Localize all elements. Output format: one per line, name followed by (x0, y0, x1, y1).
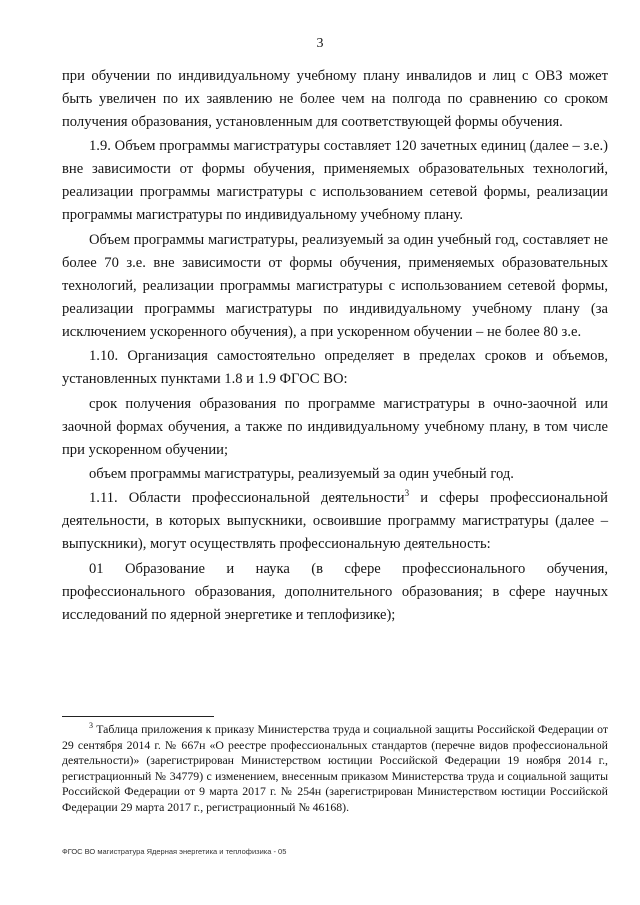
footnote-text: Таблица приложения к приказу Министерства труда и социальной защиты Российской Федерации от 29 сентября 2014 г. № 667н «О реестре профессиональных стандартов (перечне видов профессиональной деятельности)» (зарегистрирован Министерством юстиции Российской Федерации 19 ноября 2014 г., регистрационный № 34779) с изменением, внесенным приказом Министерства труда и социальной защиты Российской Федерации от 9 марта 2017 г. № 254н (зарегистрирован Министерством юстиции Российской Федерации 29 марта 2017 г., регистрационный № 46168). (62, 722, 608, 814)
paragraph-area-01: 01 Образование и наука (в сфере профессионального обучения, профессионального образования, дополнительного образования; в сфере научных исследований по ядерной энергетике и теплофизике); (62, 560, 608, 623)
paragraph-1-11-end: и сферы профессиональной деятельности, в которых выпускники, освоившие программу магистратуры (далее – выпускники), могут осуществлять профессиональную деятельность: (62, 490, 608, 553)
paragraph-continuation: при обучении по индивидуальному учебному плану инвалидов и лиц с ОВЗ может быть увеличен по их заявлению не более чем на полгода по сравнению со сроком получения образования, установленным для соответствующей формы обучения. (62, 68, 608, 130)
footnote (62, 722, 608, 816)
paragraph-1-9: 1.9. Объем программы магистратуры составляет 120 зачетных единиц (далее – з.е.) вне зависимости от формы обучения, применяемых образовательных технологий, реализации программы магистратуры с использованием сетевой формы, реализации программы магистратуры по индивидуальному учебному плану. (62, 138, 608, 224)
paragraph-annual-volume: Объем программы магистратуры, реализуемый за один учебный год, составляет не более 70 з.е. вне зависимости от формы обучения, применяемых образовательных технологий, реализации программы магистратуры с использованием сетевой формы, реализации программы магистратуры по индивидуальному учебному плану (за исключением ускоренного обучения), а при ускоренном обучении – не более 80 з.е. (62, 231, 608, 340)
paragraph-1-11 (62, 487, 608, 556)
paragraph-1-11-start: 1.11. Области профессиональной деятельности (89, 490, 405, 507)
page-number: 3 (316, 36, 324, 51)
footnote-marker: 3 (89, 721, 93, 730)
paragraph-annual-program-volume: объем программы магистратуры, реализуемый за один учебный год. (89, 465, 514, 482)
document-body (62, 65, 608, 628)
page-footer: ФГОС ВО магистратура Ядерная энергетика и теплофизика - 05 (62, 847, 287, 856)
paragraph-1-10: 1.10. Организация самостоятельно определяет в пределах сроков и объемов, установленных пунктами 1.8 и 1.9 ФГОС ВО: (62, 348, 608, 388)
footnote-reference[interactable]: 3 (404, 488, 410, 499)
paragraph-study-period: срок получения образования по программе магистратуры в очно-заочной или заочной формах обучения, а также по индивидуальному учебному плану, в том числе при ускоренном обучении; (62, 395, 608, 458)
footnote-divider (62, 716, 214, 717)
